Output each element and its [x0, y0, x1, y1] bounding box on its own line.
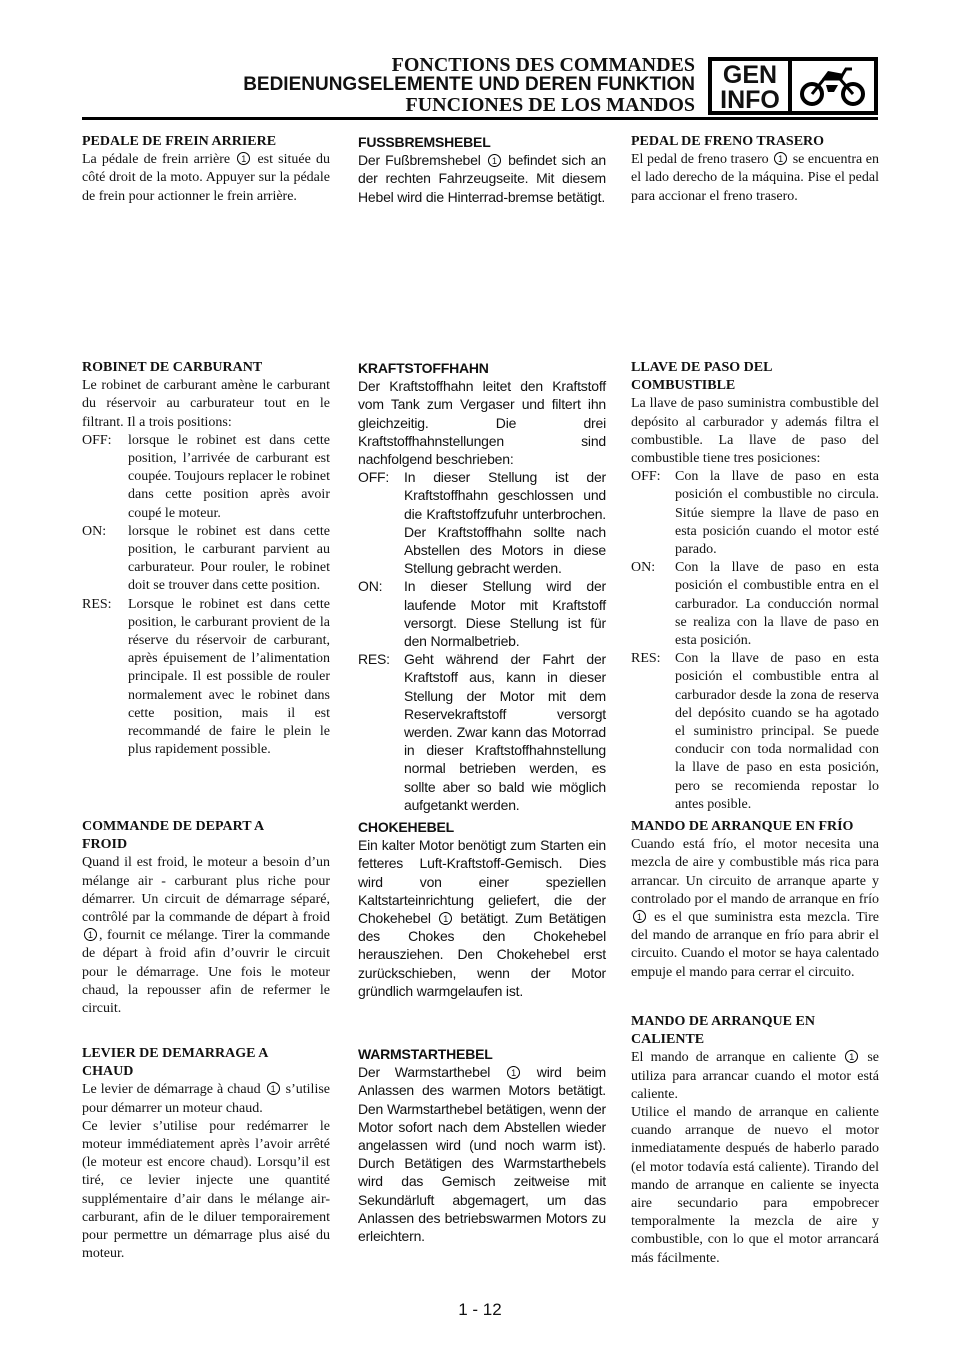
- header-title-es: FUNCIONES DE LOS MANDOS: [405, 94, 695, 116]
- de-hot-text-2: wird beim Anlassen des warmen Motors betätigt. Den Warmstarthebel betätigen, wenn der Motor sofort nach dem Abstellen wieder angelassen wird (und noch warm ist). Durch Betätigen des Warmstarthebels wird das Gemisch zeitweise mit Sekundärluft abgemagert, um das Anlassen des betriebswarmen Motors zu erleichtern.: [358, 1064, 606, 1245]
- gen-info-badge: [708, 57, 792, 115]
- es-fuel-title: LLAVE DE PASO DEL: [631, 360, 773, 375]
- header-title-de: BEDIENUNGSELEMENTE UND DEREN FUNKTION: [243, 74, 695, 95]
- de-cold-text: Ein kalter Motor benötigt zum Starten ein fetteres Luft-Kraftstoff-Gemisch. Dies wird von einer speziellen Kaltstarteinrichtung geliefert, die der Chokehebel: [358, 837, 606, 927]
- header-title-fr: FONCTIONS DES COMMANDES: [391, 54, 695, 76]
- de-cold-section: [358, 818, 606, 1000]
- es-off-key: OFF:: [631, 469, 661, 485]
- de-brake-text: Der Fußbremshebel: [358, 152, 481, 169]
- fr-hot-text: Le levier de démarrage à chaud: [82, 1082, 261, 1098]
- fr-on-value: lorsque le robinet est dans cette position, le carburant parvient au carburateur. Pour rouler, le robinet doit se trouver dans cette position.: [128, 523, 330, 594]
- es-fuel-title-2: COMBUSTIBLE: [631, 378, 736, 394]
- fr-hot-text-2: s’utilise pour démarrer un moteur chaud.: [82, 1082, 331, 1116]
- de-fuel-intro: Der Kraftstoffhahn leitet den Kraftstoff vom Tank zum Vergaser und filtert ihn gleichzeitig. Die drei Kraftstoffhahnstellungen sind nachfolgend beschrieben:: [358, 378, 606, 468]
- fr-res-value: Lorsque le robinet est dans cette position, le carburant provient de la réserve du réservoir de carburant, après épuisement de l’alimentation principale. Il est possible de rouler normalement avec le robinet dans cette position, mais il est recommandé de faire le plein le plus rapidement possible.: [128, 596, 330, 758]
- es-brake-text: El pedal de freno trasero: [631, 152, 769, 168]
- fr-cold-text: Quand il est froid, le moteur a besoin d’un mélange air - carburant plus riche pour démarrer. Un circuit de démarrage séparé, contrôlé par la commande de départ à froid: [82, 855, 330, 926]
- callout-1: 1: [845, 1050, 858, 1063]
- callout-1: 1: [507, 1066, 520, 1079]
- callout-1: 1: [237, 152, 250, 165]
- es-fuel-section: [631, 359, 879, 814]
- callout-1: 1: [267, 1082, 280, 1095]
- fr-brake-text: La pédale de frein arrière: [82, 152, 231, 168]
- fr-off-value: lorsque le robinet est dans cette position, l’arrivée de carburant est coupée. Toujours replacer le robinet dans cette position après avoir coupé le moteur.: [128, 432, 330, 521]
- es-brake-title: PEDAL DE FRENO TRASERO: [631, 134, 825, 149]
- es-brake-section: [631, 133, 879, 206]
- fr-hot-title: LEVIER DE DEMARRAGE A: [82, 1046, 269, 1061]
- es-off-value: Con la llave de paso en esta posición el combustible no circula. Sitúe siempre la llave de paso en esta posición cuando el motor esté parado.: [675, 469, 879, 558]
- de-fuel-section: [358, 359, 606, 814]
- de-hot-text: Der Warmstarthebel: [358, 1064, 491, 1081]
- es-fuel-intro: La llave de paso suministra combustible del depósito al carburador y además filtra el combustible. La llave de paso del combustible tiene tres posiciones:: [631, 396, 879, 467]
- de-brake-text-2: befindet sich an der rechten Fahrzeugseite. Mit diesem Hebel wird die Hinterrad-bremse betätigt.: [358, 152, 606, 205]
- callout-1: 1: [488, 154, 501, 167]
- es-hot-text: El mando de arranque en caliente: [631, 1050, 837, 1066]
- es-hot-section: [631, 1013, 879, 1268]
- callout-1: 1: [774, 152, 787, 165]
- de-hot-title: WARMSTARTHEBEL: [358, 1046, 493, 1062]
- fr-fuel-section: [82, 359, 330, 759]
- callout-1: 1: [84, 928, 97, 941]
- de-brake-section: [358, 133, 606, 206]
- es-on-key: ON:: [631, 560, 656, 576]
- page-header: [243, 55, 695, 115]
- de-fuel-title: KRAFTSTOFFHAHN: [358, 360, 489, 376]
- badge-gen: GEN: [722, 61, 778, 89]
- fr-cold-title: COMMANDE DE DEPART A: [82, 819, 265, 834]
- motorcycle-icon: [792, 57, 878, 115]
- fr-brake-title: PEDALE DE FREIN ARRIERE: [82, 134, 277, 149]
- de-hot-section: [358, 1045, 606, 1245]
- fr-fuel-title: ROBINET DE CARBURANT: [82, 360, 263, 375]
- de-on-value: In dieser Stellung wird der laufende Motor mit Kraftstoff versorgt. Diese Stellung ist für den Normalbetrieb.: [404, 578, 606, 650]
- fr-brake-section: [82, 133, 330, 206]
- fr-cold-title-2: FROID: [82, 837, 128, 853]
- callout-1: 1: [439, 912, 452, 925]
- es-hot-text-2: se utiliza para arrancar cuando el motor está caliente.: [631, 1050, 879, 1102]
- es-hot-title: MANDO DE ARRANQUE EN: [631, 1014, 815, 1029]
- es-cold-text-2: es el que suministra esta mezcla. Tire del mando de arranque en frío para abrir el circuito. Cuando el motor se haya calentado empuje el mando para cerrar el circuito.: [631, 910, 879, 980]
- es-brake-text-2: se encuentra en el lado derecho de la máquina. Pise el pedal para accionar el freno trasero.: [631, 152, 879, 204]
- page-number: 1 - 12: [458, 1300, 502, 1319]
- fr-cold-section: [82, 818, 330, 1018]
- es-cold-title: MANDO DE ARRANQUE EN FRÍO: [631, 819, 854, 834]
- header-rule: [82, 117, 878, 120]
- callout-1: 1: [633, 910, 646, 923]
- de-res-key: RES:: [358, 651, 390, 668]
- es-cold-text: Cuando está frío, el motor necesita una mezcla de aire y combustible más rica para arrancar. Un circuito de arranque aparte y controlado por el mando de arranque en frío: [631, 837, 879, 907]
- fr-res-key: RES:: [82, 596, 112, 612]
- es-hot-title-2: CALIENTE: [631, 1032, 705, 1048]
- es-on-value: Con la llave de paso en esta posición el combustible entra en el carburador. La conducción normal se realiza con la llave de paso en esta posición.: [675, 560, 879, 649]
- es-res-key: RES:: [631, 651, 661, 667]
- fr-on-key: ON:: [82, 523, 107, 539]
- de-on-key: ON:: [358, 578, 383, 595]
- fr-brake-text-2: est située du côté droit de la moto. Appuyer sur la pédale de frein pour actionner le frein arrière.: [82, 152, 331, 204]
- fr-off-key: OFF:: [82, 432, 112, 448]
- de-brake-title: FUSSBREMSHEBEL: [358, 134, 491, 150]
- de-cold-text-2: betätigt. Zum Betätigen des Chokes den Chokehebel herausziehen. Den Chokehebel erst zurückschieben, wenn der Motor gründlich warmgelaufen ist.: [358, 910, 606, 999]
- de-off-value: In dieser Stellung ist der Kraftstoffhahn geschlossen und die Kraftstoffzufuhr unterbrochen. Der Kraftstoffhahn sollte nach Abstellen des Motors in diese Stellung gebracht werden.: [404, 469, 606, 577]
- fr-fuel-intro: Le robinet de carburant amène le carburant du réservoir au carburateur tout en le filtrant. Il a trois positions:: [82, 378, 330, 430]
- fr-hot-section: [82, 1045, 330, 1263]
- es-hot-text-3: Utilice el mando de arranque en caliente cuando arranque de nuevo el motor inmediatamente después de haberlo parado (el motor todavía está caliente). Tirando del mando de arranque en caliente se inyecta aire secundario para empobrecer temporalmente la mezcla de aire y combustible, con lo que el motor arrancará más fácilmente.: [631, 1105, 879, 1266]
- de-cold-title: CHOKEHEBEL: [358, 819, 455, 835]
- badge-info: INFO: [720, 86, 780, 114]
- fr-hot-title-2: CHAUD: [82, 1064, 134, 1080]
- fr-cold-text-2: , fournit ce mélange. Tirer la commande de départ à froid afin d’ouvrir le circuit pour le démarrage. Une fois le moteur chaud, la repousser afin de refermer le circuit.: [82, 928, 330, 1017]
- de-off-key: OFF:: [358, 469, 390, 486]
- es-res-value: Con la llave de paso en esta posición el combustible entra al carburador desde la zona de reserva del depósito cuando se ha agotado el suministro principal. Se puede conducir con toda normalidad con la llave de paso en esta posición, pero se recomienda repostar lo antes posible.: [675, 651, 879, 812]
- fr-hot-text-3: Ce levier s’utilise pour redémarrer le moteur immédiatement après l’avoir arrêté (le moteur est encore chaud). Lorsqu’il est tiré, ce levier injecte une quantité supplémentaire d’air dans le mélange air-carburant, afin de le diluer temporairement pour permettre un démarrage plus aisé du moteur.: [82, 1118, 330, 1262]
- de-res-value: Geht während der Fahrt der Kraftstoff aus, kann in dieser Stellung der Motor mit dem Reservekraftstoff versorgt werden. Zwar kann das Motorrad in dieser Kraftstoffhahnstellung normal betrieben werden, es sollte aber so bald wie möglich aufgetankt werden.: [404, 651, 606, 813]
- es-cold-section: [631, 818, 879, 982]
